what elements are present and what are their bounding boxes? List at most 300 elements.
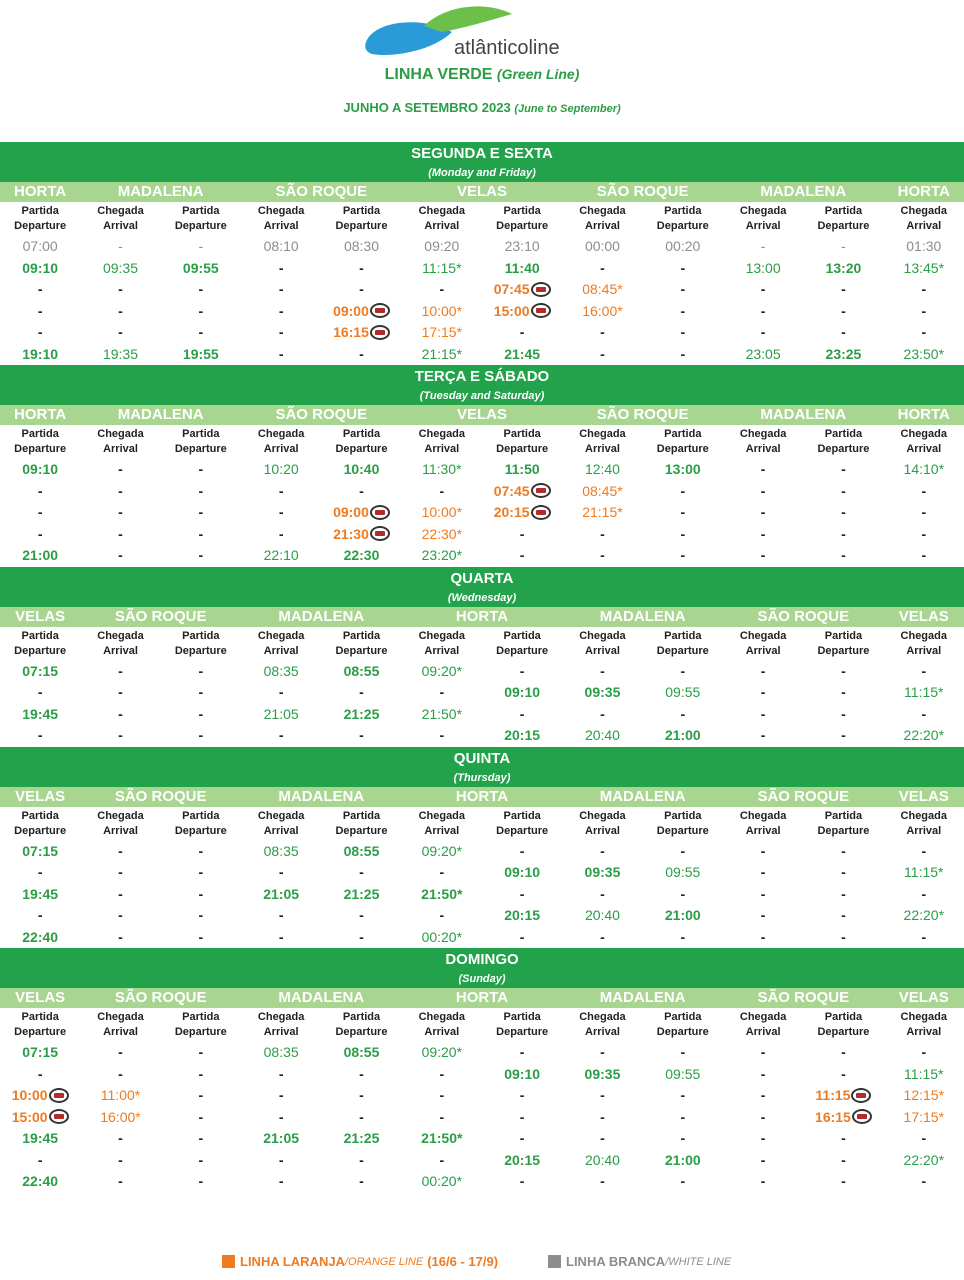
- departure-header: Partida Departure: [14, 1011, 67, 1038]
- arrival-header: Chegada Arrival: [579, 629, 626, 657]
- time-cell: -: [198, 1173, 204, 1189]
- time-cell: -: [680, 705, 686, 722]
- arrival-header: Chegada Arrival: [418, 1011, 466, 1038]
- time-cell: -: [921, 504, 927, 520]
- time-cell: -: [760, 1130, 766, 1146]
- time-cell: -: [760, 1173, 766, 1189]
- arrival-header: Chegada Arrival: [257, 629, 305, 657]
- time-cell: 21:25: [343, 1130, 380, 1146]
- port-name: MADALENA: [760, 183, 847, 200]
- departure-header: Partida Departure: [817, 205, 870, 232]
- schedule-row: [0, 481, 964, 503]
- time-cell: 13:20: [825, 259, 862, 276]
- time-cell: 23:20*: [421, 547, 463, 563]
- departure-header: Partida Departure: [496, 809, 549, 837]
- arrival-header: Chegada Arrival: [900, 205, 947, 232]
- time-cell: 09:55: [665, 864, 701, 880]
- time-cell: -: [198, 1087, 204, 1103]
- time-cell: 08:35: [263, 662, 299, 679]
- time-cell: 19:35: [102, 345, 139, 362]
- time-cell: -: [760, 238, 766, 254]
- time-cell: -: [359, 1087, 364, 1103]
- time-cell: 09:20*: [421, 662, 463, 679]
- time-cell: 09:10: [22, 259, 59, 276]
- time-cell: -: [278, 281, 284, 297]
- time-cell: -: [519, 705, 525, 722]
- time-cell: 16:00*: [100, 1108, 141, 1125]
- time-cell: -: [600, 928, 605, 945]
- arrival-header: Chegada Arrival: [97, 205, 144, 232]
- time-cell: -: [680, 547, 686, 563]
- arrival-header: Chegada Arrival: [579, 1011, 626, 1038]
- time-cell: 21:00: [664, 907, 701, 923]
- time-cell: -: [359, 727, 364, 743]
- time-cell: 21:05: [263, 885, 300, 902]
- day-band: [0, 142, 964, 182]
- arrival-header: Chegada Arrival: [739, 205, 787, 232]
- time-cell: -: [841, 504, 846, 520]
- orange-square-icon: [222, 1255, 235, 1268]
- time-cell: -: [519, 885, 525, 902]
- departure-header: Partida Departure: [14, 205, 67, 232]
- time-cell: -: [680, 259, 686, 276]
- time-cell: 22:40: [22, 1173, 59, 1189]
- time-cell: 10:00*: [421, 302, 463, 319]
- time-cell: -: [278, 1108, 284, 1125]
- time-cell: -: [37, 525, 43, 542]
- port-name: MADALENA: [599, 989, 686, 1006]
- time-cell: 22:20*: [903, 1151, 945, 1168]
- time-cell: -: [278, 684, 284, 700]
- time-cell: -: [278, 525, 284, 542]
- time-cell: -: [198, 1065, 204, 1082]
- time-cell: 11:15*: [904, 1065, 944, 1082]
- time-cell: -: [118, 662, 123, 679]
- time-cell: -: [760, 1065, 766, 1082]
- time-cell: -: [118, 885, 123, 902]
- time-cell: -: [841, 1044, 846, 1060]
- time-cell: 21:00: [664, 1151, 701, 1168]
- legend-white-line: LINHA BRANCA /WHITE LINE: [548, 1254, 731, 1269]
- schedule-row: [0, 905, 964, 927]
- time-cell: 21:15*: [582, 504, 623, 520]
- departure-header: Partida Departure: [335, 809, 388, 837]
- time-cell: -: [359, 1173, 364, 1189]
- time-cell: 21:05: [263, 1130, 300, 1146]
- time-cell: 08:10: [263, 238, 299, 254]
- arrival-header: Chegada Arrival: [739, 1011, 787, 1038]
- time-cell: -: [118, 684, 123, 700]
- time-cell: 19:45: [22, 1130, 59, 1146]
- port-name: SÃO ROQUE: [114, 607, 207, 625]
- time-cell: -: [37, 324, 43, 340]
- time-cell: -: [841, 525, 846, 542]
- bus-connection-icon: [852, 1109, 872, 1124]
- time-cell: -: [198, 302, 204, 319]
- schedule: [0, 142, 964, 1193]
- departure-header: Partida Departure: [496, 428, 549, 455]
- time-cell: -: [519, 662, 525, 679]
- schedule-row: [0, 459, 964, 481]
- time-cell: -: [439, 1151, 445, 1168]
- departure-header: Partida Departure: [817, 809, 870, 837]
- time-cell: -: [680, 1130, 686, 1146]
- arrival-header: Chegada Arrival: [257, 809, 305, 837]
- schedule-section: [0, 365, 964, 567]
- departure-header: Partida Departure: [656, 809, 709, 837]
- time-cell: -: [921, 482, 927, 499]
- time-cell: 08:45*: [582, 281, 623, 297]
- departure-header: Partida Departure: [174, 809, 227, 837]
- time-cell: -: [760, 864, 766, 880]
- arrival-header: Chegada Arrival: [900, 629, 947, 657]
- time-cell: -: [37, 727, 43, 743]
- time-cell: 14:10*: [903, 461, 945, 477]
- time-cell: -: [921, 662, 927, 679]
- departure-header: Partida Departure: [496, 205, 549, 232]
- arrival-header: Chegada Arrival: [900, 809, 947, 837]
- time-cell: -: [760, 1108, 766, 1125]
- departure-header: Partida Departure: [174, 428, 227, 455]
- time-cell: -: [198, 281, 204, 297]
- time-cell: -: [118, 525, 123, 542]
- time-cell: -: [118, 1044, 123, 1060]
- time-cell: 19:10: [22, 345, 59, 362]
- time-cell: -: [439, 864, 445, 880]
- time-cell: -: [278, 324, 284, 340]
- arrival-header: Chegada Arrival: [257, 1011, 305, 1038]
- time-cell: -: [278, 1173, 284, 1189]
- day-title: DOMINGO: [445, 951, 519, 968]
- schedule-section: [0, 747, 964, 949]
- departure-header: Partida Departure: [335, 428, 388, 455]
- bus-connection-icon: [370, 303, 390, 318]
- port-name: SÃO ROQUE: [596, 406, 689, 423]
- time-cell: -: [760, 302, 766, 319]
- time-cell: -: [841, 684, 846, 700]
- departure-header: Partida Departure: [656, 629, 709, 657]
- time-cell: 10:00: [0, 1085, 80, 1107]
- time-cell: -: [439, 727, 445, 743]
- time-cell: -: [198, 705, 204, 722]
- time-cell: -: [760, 324, 766, 340]
- bus-connection-icon: [370, 325, 390, 340]
- schedule-row: [0, 1042, 964, 1064]
- time-cell: -: [278, 482, 284, 499]
- time-cell: 21:50*: [421, 705, 463, 722]
- time-cell: 08:55: [343, 1044, 380, 1060]
- ports-row: [0, 607, 964, 627]
- time-cell: -: [198, 1130, 204, 1146]
- time-cell: -: [519, 1130, 525, 1146]
- time-cell: 08:35: [263, 842, 299, 859]
- arrival-header: Chegada Arrival: [97, 1011, 144, 1038]
- day-title: SEGUNDA E SEXTA: [411, 145, 553, 162]
- departure-header: Partida Departure: [496, 629, 549, 657]
- port-name: VELAS: [456, 406, 507, 423]
- time-cell: -: [118, 238, 123, 254]
- time-cell: -: [841, 662, 846, 679]
- time-cell: -: [118, 482, 123, 499]
- day-subtitle: (Tuesday and Saturday): [419, 390, 545, 402]
- port-name: MADALENA: [278, 989, 365, 1006]
- time-cell: -: [600, 259, 605, 276]
- time-cell: -: [278, 302, 284, 319]
- port-name: MADALENA: [599, 607, 686, 625]
- brand-name: atlânticoline: [454, 37, 560, 59]
- time-cell: -: [198, 842, 204, 859]
- time-cell: 17:15*: [903, 1108, 945, 1125]
- time-cell: -: [760, 885, 766, 902]
- time-cell: 13:00: [745, 259, 781, 276]
- departure-header: Partida Departure: [817, 629, 870, 657]
- time-cell: 10:00*: [421, 504, 463, 520]
- time-cell: -: [519, 525, 525, 542]
- time-cell: -: [680, 302, 686, 319]
- time-cell: 07:15: [22, 1044, 59, 1060]
- departure-header: Partida Departure: [174, 205, 227, 232]
- day-subtitle: (Thursday): [453, 771, 511, 784]
- schedule-row: [0, 841, 964, 863]
- schedule-section: [0, 142, 964, 365]
- time-cell: 22:20*: [903, 907, 945, 923]
- time-cell: 22:30*: [421, 525, 463, 542]
- time-cell: 20:15: [482, 502, 562, 524]
- time-cell: 23:10: [504, 238, 540, 254]
- time-cell: -: [278, 864, 284, 880]
- time-cell: -: [600, 324, 605, 340]
- departure-header: Partida Departure: [817, 428, 870, 455]
- time-cell: 11:40: [504, 259, 540, 276]
- bus-connection-icon: [370, 526, 390, 541]
- time-cell: -: [519, 547, 525, 563]
- time-cell: -: [198, 324, 204, 340]
- time-cell: -: [600, 1108, 605, 1125]
- day-band: [0, 567, 964, 607]
- time-cell: 21:50*: [421, 1130, 463, 1146]
- bus-connection-icon: [851, 1088, 871, 1103]
- time-cell: -: [37, 302, 43, 319]
- time-cell: -: [198, 525, 204, 542]
- time-cell: 09:00: [321, 502, 401, 524]
- time-cell: -: [118, 461, 123, 477]
- port-name: SÃO ROQUE: [114, 787, 207, 805]
- departure-header: Partida Departure: [335, 1011, 388, 1038]
- time-cell: -: [118, 504, 123, 520]
- time-cell: -: [198, 547, 204, 563]
- time-cell: -: [680, 885, 686, 902]
- time-cell: 21:00: [22, 547, 59, 563]
- time-cell: 01:30: [906, 238, 942, 254]
- port-name: HORTA: [455, 607, 509, 625]
- port-name: HORTA: [14, 406, 67, 423]
- time-cell: 09:55: [665, 1065, 701, 1082]
- time-cell: -: [600, 525, 605, 542]
- time-cell: -: [600, 842, 605, 859]
- time-cell: 11:15*: [422, 259, 462, 276]
- schedule-row: [0, 301, 964, 323]
- time-cell: 09:10: [22, 461, 59, 477]
- time-cell: 08:45*: [582, 482, 623, 499]
- time-cell: -: [118, 1151, 123, 1168]
- time-cell: -: [359, 482, 364, 499]
- time-cell: 07:15: [22, 662, 59, 679]
- time-cell: -: [841, 1151, 846, 1168]
- schedule-row: [0, 1128, 964, 1150]
- time-cell: -: [118, 842, 123, 859]
- time-cell: -: [760, 482, 766, 499]
- schedule-row: [0, 1107, 964, 1129]
- time-cell: -: [680, 504, 686, 520]
- time-cell: 00:20*: [421, 928, 463, 945]
- time-cell: -: [760, 842, 766, 859]
- time-cell: -: [198, 482, 204, 499]
- time-cell: -: [439, 1087, 445, 1103]
- port-name: VELAS: [15, 607, 66, 625]
- schedule-row: [0, 1171, 964, 1193]
- time-cell: 10:40: [343, 461, 380, 477]
- time-cell: 20:40: [584, 1151, 620, 1168]
- port-name: SÃO ROQUE: [757, 787, 850, 805]
- port-name: SÃO ROQUE: [596, 183, 689, 200]
- arrival-header: Chegada Arrival: [418, 205, 466, 232]
- time-cell: -: [198, 1044, 204, 1060]
- time-cell: 21:25: [343, 885, 380, 902]
- time-cell: 12:15*: [903, 1087, 945, 1103]
- time-cell: -: [439, 907, 445, 923]
- time-cell: 08:30: [343, 238, 379, 254]
- atlanticoline-logo: [364, 2, 604, 62]
- port-name: MADALENA: [760, 406, 847, 423]
- time-cell: 00:00: [584, 238, 620, 254]
- time-cell: -: [359, 907, 364, 923]
- port-name: MADALENA: [117, 183, 204, 200]
- time-cell: -: [760, 461, 766, 477]
- time-cell: -: [921, 1130, 927, 1146]
- schedule-row: [0, 1064, 964, 1086]
- arrival-header: Chegada Arrival: [739, 809, 787, 837]
- time-cell: 09:20*: [421, 1044, 463, 1060]
- time-cell: -: [519, 928, 525, 945]
- time-cell: -: [760, 662, 766, 679]
- bus-connection-icon: [531, 282, 551, 297]
- time-cell: -: [600, 705, 605, 722]
- time-cell: -: [359, 1151, 364, 1168]
- time-cell: -: [439, 684, 445, 700]
- ports-row: [0, 787, 964, 807]
- bus-connection-icon: [531, 505, 551, 520]
- ports-row: [0, 405, 964, 425]
- time-cell: 23:05: [745, 345, 781, 362]
- time-cell: 21:50*: [421, 885, 463, 902]
- time-cell: -: [198, 1108, 204, 1125]
- departure-header: Partida Departure: [335, 629, 388, 657]
- schedule-section: [0, 948, 964, 1193]
- schedule-row: [0, 884, 964, 906]
- time-cell: -: [278, 928, 284, 945]
- time-cell: 19:45: [22, 885, 59, 902]
- time-cell: -: [680, 525, 686, 542]
- time-cell: 09:20: [424, 238, 460, 254]
- time-cell: -: [921, 1173, 927, 1189]
- departure-header: Partida Departure: [14, 629, 67, 657]
- time-cell: -: [680, 662, 686, 679]
- schedule-row: [0, 344, 964, 366]
- time-cell: -: [600, 345, 605, 362]
- time-cell: -: [760, 547, 766, 563]
- time-cell: -: [359, 259, 364, 276]
- time-cell: -: [118, 547, 123, 563]
- time-cell: -: [680, 345, 686, 362]
- schedule-row: [0, 862, 964, 884]
- time-cell: -: [278, 259, 284, 276]
- time-cell: -: [760, 281, 766, 297]
- time-cell: -: [519, 842, 525, 859]
- port-name: MADALENA: [599, 787, 686, 805]
- day-band: [0, 948, 964, 988]
- time-cell: -: [359, 1065, 364, 1082]
- time-cell: 07:15: [22, 842, 59, 859]
- time-cell: -: [198, 461, 204, 477]
- schedule-row: [0, 322, 964, 344]
- time-cell: -: [841, 281, 846, 297]
- time-cell: 21:45: [504, 345, 541, 362]
- time-cell: -: [760, 504, 766, 520]
- time-cell: 16:00*: [582, 302, 623, 319]
- port-name: MADALENA: [117, 406, 204, 423]
- time-cell: 11:30*: [422, 461, 462, 477]
- schedule-row: [0, 279, 964, 301]
- departure-header: Partida Departure: [14, 809, 67, 837]
- time-cell: 10:20: [263, 461, 299, 477]
- time-cell: 19:55: [182, 345, 219, 362]
- time-cell: -: [519, 1044, 525, 1060]
- time-cell: -: [519, 1087, 525, 1103]
- port-name: SÃO ROQUE: [275, 183, 368, 200]
- time-cell: 13:45*: [903, 259, 945, 276]
- schedule-row: [0, 704, 964, 726]
- time-cell: -: [439, 1108, 445, 1125]
- grey-square-icon: [548, 1255, 561, 1268]
- time-cell: -: [37, 504, 43, 520]
- day-subtitle: (Wednesday): [447, 591, 517, 604]
- arrival-header: Chegada Arrival: [579, 428, 626, 455]
- time-cell: -: [841, 727, 846, 743]
- column-header-row: [0, 1008, 964, 1042]
- time-cell: -: [439, 281, 445, 297]
- bus-connection-icon: [49, 1109, 69, 1124]
- schedule-row: [0, 1150, 964, 1172]
- time-cell: -: [198, 504, 204, 520]
- time-cell: 08:55: [343, 842, 380, 859]
- time-cell: -: [37, 482, 43, 499]
- departure-header: Partida Departure: [656, 428, 709, 455]
- time-cell: 22:10: [263, 547, 299, 563]
- time-cell: -: [37, 864, 43, 880]
- schedule-row: [0, 545, 964, 567]
- time-cell: -: [359, 684, 364, 700]
- port-name: VELAS: [898, 607, 949, 625]
- schedule-row: [0, 258, 964, 280]
- time-cell: 09:00: [321, 301, 401, 323]
- bus-connection-icon: [370, 505, 390, 520]
- time-cell: -: [921, 547, 927, 563]
- time-cell: -: [600, 885, 605, 902]
- schedule-section: [0, 567, 964, 747]
- time-cell: 20:15: [504, 1151, 541, 1168]
- time-cell: -: [519, 324, 525, 340]
- port-name: VELAS: [898, 787, 949, 805]
